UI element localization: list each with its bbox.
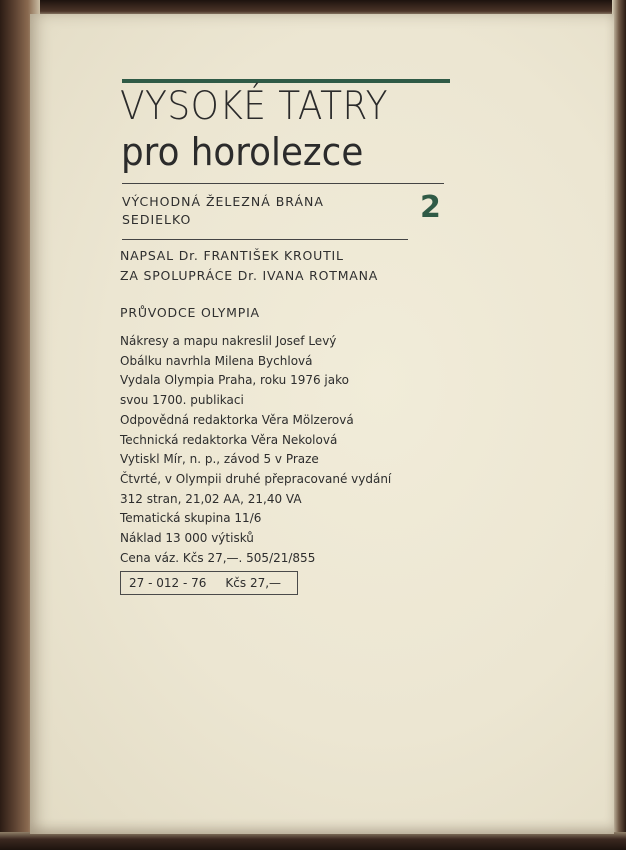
imprint-line: Čtvrté, v Olympii druhé přepracované vydání — [120, 471, 392, 486]
imprint-line: svou 1700. publikaci — [120, 393, 244, 408]
subtitle-line-1: VÝCHODNÁ ŽELEZNÁ BRÁNA — [122, 194, 324, 209]
divider-title — [122, 183, 444, 184]
imprint-line: Tematická skupina 11/6 — [120, 511, 262, 526]
imprint-line: Obálku navrhla Milena Bychlová — [120, 353, 313, 368]
imprint-line: Vydala Olympia Praha, roku 1976 jako — [120, 373, 349, 388]
catalog-price-box: 27 - 012 - 76 Kčs 27,— — [120, 571, 298, 595]
top-rule — [122, 79, 450, 83]
imprint-line: Vytiskl Mír, n. p., závod 5 v Praze — [120, 452, 319, 467]
divider-subtitle — [122, 239, 408, 240]
book-title-secondary: pro horolezce — [121, 130, 364, 174]
coauthor-line: ZA SPOLUPRÁCE Dr. IVANA ROTMANA — [120, 268, 379, 283]
volume-number: 2 — [420, 190, 441, 225]
imprint-line: 312 stran, 21,02 AA, 21,40 VA — [120, 491, 302, 506]
imprint-line: Odpovědná redaktorka Věra Mölzerová — [120, 412, 354, 427]
series-name: PRŮVODCE OLYMPIA — [120, 305, 260, 320]
imprint-line: Nákresy a mapu nakreslil Josef Levý — [120, 334, 337, 348]
imprint-line: Cena váz. Kčs 27,—. 505/21/855 — [120, 550, 316, 565]
book-binding-bottom — [0, 832, 626, 850]
book-binding-right — [612, 0, 626, 850]
imprint-block — [120, 332, 460, 568]
imprint-line: Náklad 13 000 výtisků — [120, 531, 254, 546]
author-line: NAPSAL Dr. FRANTIŠEK KROUTIL — [120, 248, 344, 263]
imprint-line: Technická redaktorka Věra Nekolová — [120, 432, 338, 447]
book-title: VYSOKÉ TATRY — [120, 84, 388, 129]
subtitle-line-2: SEDIELKO — [122, 212, 192, 227]
